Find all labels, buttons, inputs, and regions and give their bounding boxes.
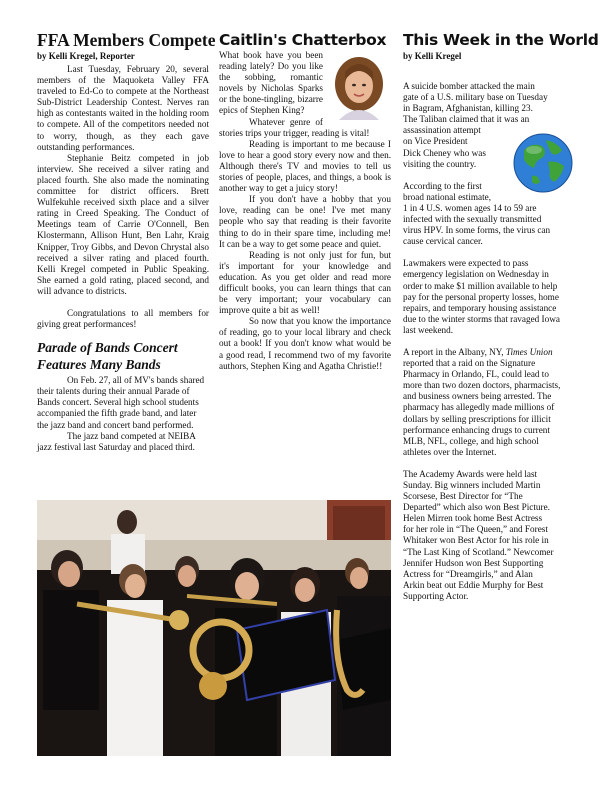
- news-line: Lawmakers were expected to pass: [403, 258, 529, 269]
- news-line: cause cervical cancer.: [403, 236, 483, 247]
- news-line: order to make $1 million available to help: [403, 280, 558, 291]
- news-line: in Bagram, Afghanistan, killing 23.: [403, 103, 533, 114]
- news-line: athletes over the Internet.: [403, 446, 497, 457]
- bands-paragraph-2: The jazz band competed at NEIBA jazz festival last Saturday and placed third.: [37, 430, 196, 452]
- news-line: on Vice President: [403, 136, 468, 147]
- news-line: virus HPV. In some forms, the virus can: [403, 225, 551, 236]
- ffa-byline: by Kelli Kregel, Reporter: [37, 51, 135, 61]
- news-line: [403, 347, 575, 358]
- news-line: Arkin beat out Eddie Murphy for Best: [403, 579, 544, 590]
- world-news-headline: This Week in the World: [403, 31, 599, 49]
- bands-headline: Parade of Bands Concert Features Many Bands: [37, 340, 178, 373]
- news-line: visiting the country.: [403, 158, 477, 169]
- news-line-text: A report in the Albany, NY,: [403, 346, 506, 357]
- chatterbox-paragraph-5: Reading is not only just for fun, but it's important for your knowledge and education. As you get older and read more difficult books, you can learn things that can be very important; your vocabulary can improve quite a bit as well!: [219, 249, 391, 316]
- columnist-portrait-image: [327, 50, 391, 120]
- news-line: The Academy Awards were held last: [403, 468, 538, 479]
- world-news-byline: by Kelli Kregel: [403, 51, 462, 61]
- news-line: Dick Cheney who was: [403, 147, 486, 158]
- ffa-headline: FFA Members Compete: [37, 30, 216, 50]
- news-line: pharmacy has allegedly made millions of: [403, 402, 555, 413]
- news-line: Whitaker won Best Actor for his role in: [403, 535, 549, 546]
- news-line: repairs, and temporary housing assistance: [403, 302, 557, 313]
- news-line: performance enhancing drugs to current: [403, 424, 550, 435]
- news-line: last weekend.: [403, 324, 454, 335]
- news-line: 1 in 4 U.S. women ages 14 to 59 are: [403, 202, 537, 213]
- news-line: According to the first: [403, 180, 482, 191]
- news-line: and business owners being arrested. The: [403, 391, 552, 402]
- news-line: The Taliban claimed that it was an: [403, 114, 530, 125]
- news-line: gate of a U.S. military base on Tuesday: [403, 92, 548, 103]
- news-line: infected with the sexually transmitted: [403, 214, 542, 225]
- chatterbox-column: [219, 30, 391, 372]
- news-line: Jennifer Hudson won Best Supporting: [403, 557, 544, 568]
- band-concert-photo: [37, 500, 391, 756]
- news-line: Sunday. Big winners included Martin: [403, 480, 541, 490]
- ffa-paragraph-1: Last Tuesday, February 20, several members of the Maquoketa Valley FFA traveled to Ed-Co to compete at the Northeast Sub-District Leadership Contest. Nerves ran high as contestants waited in the holding room to compete. All of the competitors needed not to worry, though, as they each gave outstanding performances.: [37, 64, 209, 152]
- news-line: pay for the personal property losses, home: [403, 291, 559, 302]
- globe-icon: [512, 132, 574, 194]
- news-line: emergency legislation on Wednesday in: [403, 269, 549, 280]
- chatterbox-paragraph-1: What book have you been reading lately? Do you like the sobbing, romantic novels by Nicholas Sparks or the bone-tingling, bizarre epics of Stephen King?: [219, 50, 323, 116]
- chatterbox-paragraph-4: If you don't have a hobby that you love, reading can be one! I've met many people who say that reading is their favorite thing to do in their spare time, including me! It can be a way to get some peace and quiet.: [219, 194, 391, 249]
- ffa-paragraph-3: Congratulations to all members for giving great performances!: [37, 307, 209, 330]
- ffa-paragraph-2: Stephanie Beitz competed in job interview. She received a silver rating and placed fourth. She also made the nominating committee for district officers. Brett Wulfekuhle received sixth place and a silver rating in Creed Speaking. The Conduct of Meetings team of Carrie O'Connell, Ben Klostermann, Allison Hunt, Ben Lahr, Kraig Knipper, Troy Gibbs, and Devon Chrystal also received a silver rating and placed fourth. Kelli Kregel competed in Public Speaking. She earned a gold rating, placed second, and will advance to districts.: [37, 152, 209, 296]
- chatterbox-paragraph-6: So now that you know the importance of reading, go to your local library and check out a book! If you don't know what would be a good read, I recommend two of my favorite authors, Stephen King and Agatha Christie!!: [219, 316, 391, 371]
- news-line: reported that a raid on the Signature: [403, 358, 536, 369]
- news-line: assassination attempt: [403, 125, 481, 136]
- ffa-article: [37, 30, 216, 453]
- news-line: Scorsese, Best Director for “The: [403, 491, 523, 502]
- news-line: broad national estimate,: [403, 191, 492, 202]
- news-line: “The Last King of Scotland.” Newcomer: [403, 546, 554, 557]
- news-line: A suicide bomber attacked the main: [403, 81, 535, 91]
- news-line: Departed” which also won Best Picture.: [403, 502, 550, 513]
- news-item-iowa-storms: [403, 258, 575, 336]
- world-news-column: [403, 30, 599, 602]
- news-line: MLB, NFL, college, and high school: [403, 435, 539, 446]
- news-item-pharmacy-raid: [403, 347, 575, 458]
- chatterbox-headline: Caitlin's Chatterbox: [219, 31, 387, 49]
- news-item-academy-awards: [403, 469, 575, 602]
- news-line: for her role in “The Queen,” and Forest: [403, 524, 548, 535]
- news-line: due to the winter storms that ravaged Iowa: [403, 313, 560, 324]
- chatterbox-paragraph-3: Reading is important to me because I love to hear a good story every now and then. Although there's TV and movies to tell us stories of people, places, and things, a book is another way to get a juicy story!: [219, 138, 391, 194]
- chatterbox-paragraph-2: Whatever genre of stories trips your trigger, reading is vital!: [219, 116, 370, 138]
- news-line: Helen Mirren took home Best Actress: [403, 513, 543, 524]
- news-line: more than two dozen doctors, pharmacists,: [403, 380, 561, 391]
- newspaper-name: Times Union: [505, 346, 553, 357]
- news-line: Pharmacy in Orlando, FL, could lead to: [403, 369, 549, 380]
- news-line: Supporting Actor.: [403, 590, 469, 601]
- news-line: dollars by selling prescriptions for illicit: [403, 413, 551, 424]
- bands-paragraph-1: On Feb. 27, all of MV's bands shared their talents during their annual Parade of Bands concert. Several high school students accompanied the fifth grade band, and later the jazz band and concert band performed.: [37, 375, 205, 430]
- news-line: Actress for “Dreamgirls,” and Alan: [403, 568, 533, 579]
